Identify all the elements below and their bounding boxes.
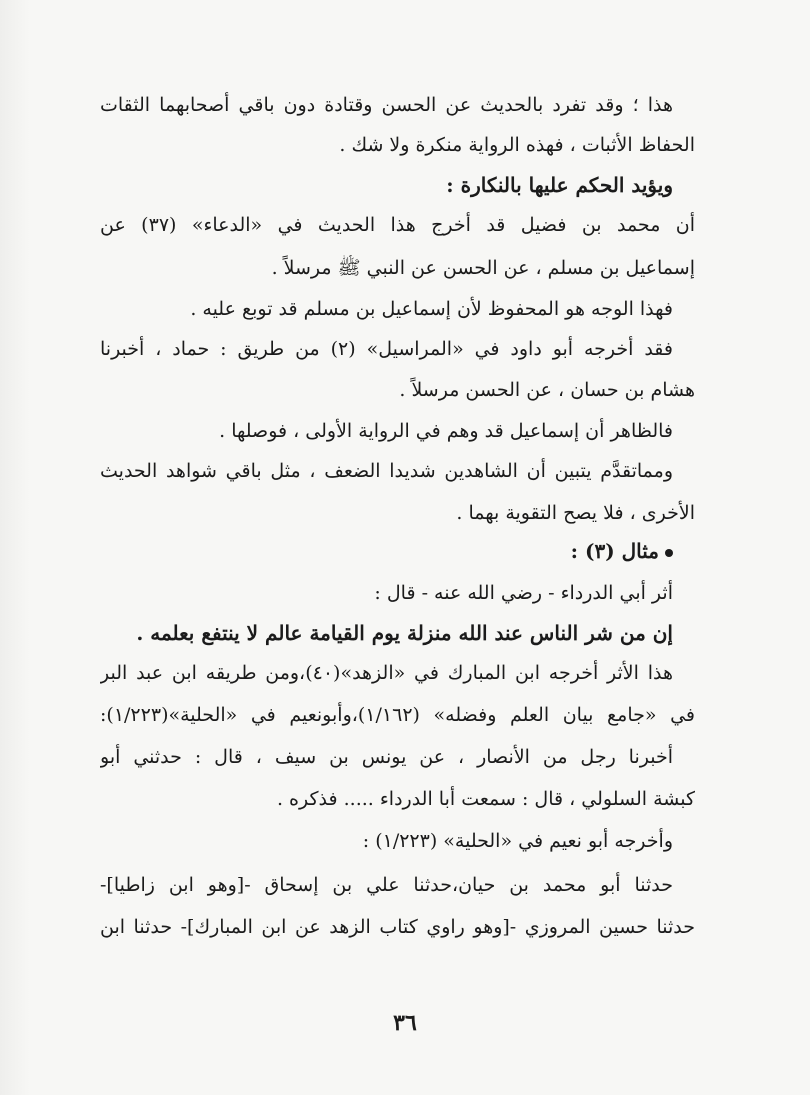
example-heading <box>100 538 695 564</box>
text-line-7: فقد أخرجه أبو داود في «المراسيل» (٢) من طريق : حماد ، أخبرنا <box>100 338 673 360</box>
text-line-18: كبشة السلولي ، قال : سمعت أبا الدرداء ..... فذكره . <box>276 788 695 810</box>
text-line-17: أخبرنا رجل من الأنصار ، عن يونس بن سيف ، قال : حدثني أبو <box>100 746 673 768</box>
quote-line: إن من شر الناس عند الله منزلة يوم القيامة عالم لا ينتفع بعلمه . <box>136 621 673 645</box>
text-line-10: ومماتقدَّم يتبين أن الشاهدين شديدا الضعف ، مثل باقي شواهد الحديث <box>100 460 673 482</box>
text-line-15: هذا الأثر أخرجه ابن المبارك في «الزهد»(٤٠)،ومن طريقه ابن عبد البر <box>100 662 673 684</box>
example-heading-text: مثال (٣) : <box>570 539 659 563</box>
text-line-4: أن محمد بن فضيل قد أخرج هذا الحديث في «الدعاء» (٣٧) عن <box>100 214 695 236</box>
text-line-6: فهذا الوجه هو المحفوظ لأن إسماعيل بن مسلم قد توبع عليه . <box>190 298 673 320</box>
bullet-icon <box>665 549 673 557</box>
text-line-9: فالظاهر أن إسماعيل قد وهم في الرواية الأولى ، فوصلها . <box>219 420 673 442</box>
text-line-21: حدثنا حسين المروزي -[وهو راوي كتاب الزهد عن ابن المبارك]- حدثنا ابن <box>100 916 695 938</box>
scan-shadow <box>0 0 30 1095</box>
text-line-19: وأخرجه أبو نعيم في «الحلية» (١/٢٢٣) : <box>362 830 673 852</box>
text-line-11: الأخرى ، فلا يصح التقوية بهما . <box>456 502 695 524</box>
text-line-20: حدثنا أبو محمد بن حيان،حدثنا علي بن إسحاق -[وهو ابن زاطيا]- <box>100 874 673 896</box>
text-line-2: الحفاظ الأثبات ، فهذه الرواية منكرة ولا شك . <box>339 134 695 156</box>
text-line-5: إسماعيل بن مسلم ، عن الحسن عن النبي ﷺ مرسلاً . <box>271 257 695 279</box>
text-line-16: في «جامع بيان العلم وفضله» (١/١٦٢)،وأبونعيم في «الحلية»(١/٢٢٣): <box>100 704 695 726</box>
page-number: ٣٦ <box>393 1010 417 1036</box>
subheading-support: ويؤيد الحكم عليها بالنكارة : <box>446 173 673 197</box>
text-line-1: هذا ؛ وقد تفرد بالحديث عن الحسن وقتادة دون باقي أصحابهما الثقات <box>100 94 673 116</box>
text-line-8: هشام بن حسان ، عن الحسن مرسلاً . <box>399 379 695 401</box>
text-line-13: أثر أبي الدرداء - رضي الله عنه - قال : <box>374 582 673 604</box>
